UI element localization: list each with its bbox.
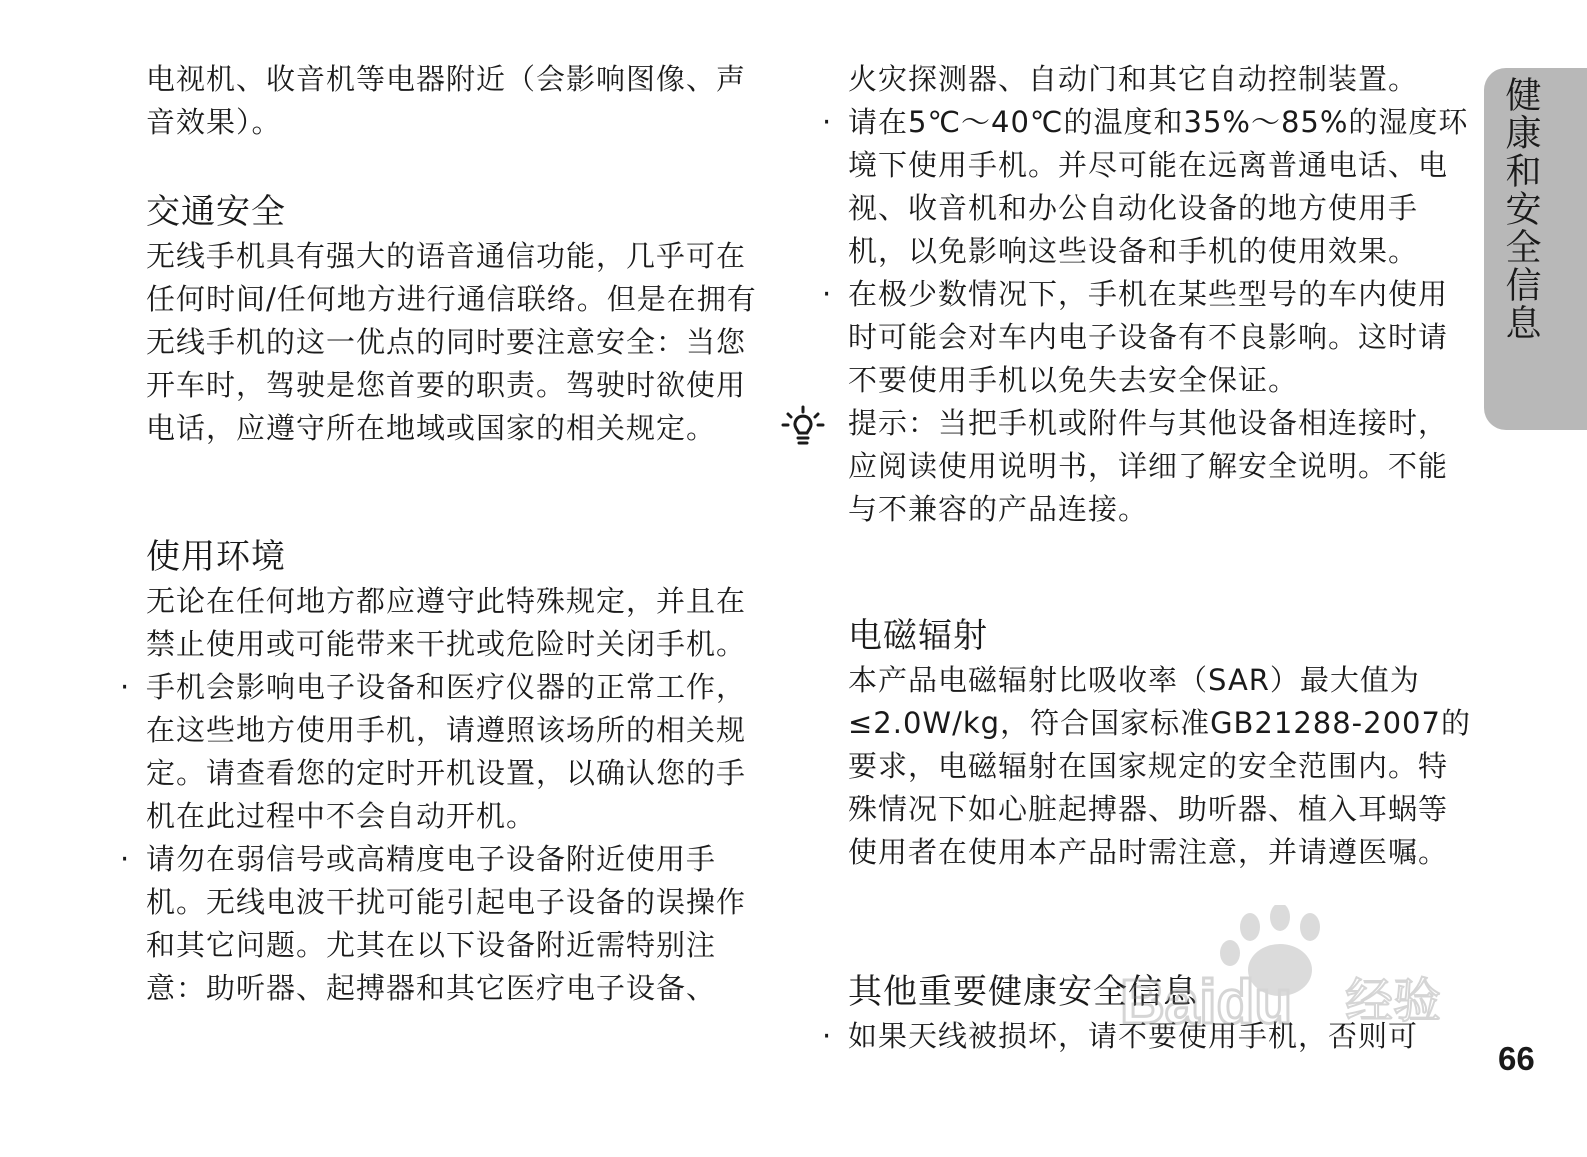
right-bullet-2: · 在极少数情况下，手机在某些型号的车内使用时可能会对车内电子设备有不良影响。这时请不要使用手机以免失去安全保证。	[848, 273, 1473, 402]
environment-bullet-1: · 手机会影响电子设备和医疗仪器的正常工作，在这些地方使用手机，请遵照该场所的相关规定。请查看您的定时开机设置，以确认您的手机在此过程中不会自动开机。	[146, 666, 766, 838]
left-intro-paragraph: 电视机、收音机等电器附近（会影响图像、声音效果）。	[146, 62, 747, 139]
right-bullet-1: · 请在5℃～40℃的温度和35%～85%的湿度环境下使用手机。并尽可能在远离普通电话、电视、收音机和办公自动化设备的地方使用手机，以免影响这些设备和手机的使用效果。	[848, 101, 1473, 273]
traffic-safety-heading: 交通安全	[146, 192, 286, 232]
watermark-brand: Baidu	[1120, 968, 1293, 1037]
page-number: 66	[1498, 1040, 1535, 1077]
tip-block	[848, 402, 1473, 531]
environment-bullet-2: · 请勿在弱信号或高精度电子设备附近使用手机。无线电波干扰可能引起电子设备的误操作和其它问题。尤其在以下设备附近需特别注意：助听器、起搏器和其它医疗电子设备、	[146, 838, 766, 1010]
side-tab-label: 健康和安全信息	[1500, 76, 1541, 342]
lightbulb-icon	[780, 404, 826, 450]
environment-paragraph: 无论在任何地方都应遵守此特殊规定，并且在禁止使用或可能带来干扰或危险时关闭手机。	[146, 584, 747, 661]
emr-paragraph: 本产品电磁辐射比吸收率（SAR）最大值为≤2.0W/kg，符合国家标准GB21288-2007的要求，电磁辐射在国家规定的安全范围内。特殊情况下如心脏起搏器、助听器、植入耳蜗等使用者在使用本产品时需注意，并请遵医嘱。	[848, 663, 1471, 869]
tip-paragraph: 提示：当把手机或附件与其他设备相连接时，应阅读使用说明书，详细了解安全说明。不能与不兼容的产品连接。	[848, 406, 1449, 526]
watermark-brand-cn: 经验	[1345, 973, 1442, 1029]
other-health-heading: 其他重要健康安全信息	[848, 972, 1198, 1012]
emr-heading: 电磁辐射	[848, 616, 988, 656]
left-column	[146, 58, 766, 1010]
environment-heading: 使用环境	[146, 537, 286, 577]
other-health-bullet: · 如果天线被损坏，请不要使用手机，否则可	[848, 1015, 1473, 1058]
right-continued-paragraph: 火灾探测器、自动门和其它自动控制装置。	[848, 62, 1419, 96]
traffic-safety-paragraph: 无线手机具有强大的语音通信功能，几乎可在任何时间/任何地方进行通信联络。但是在拥有无线手机的这一优点的同时要注意安全：当您开车时，驾驶是您首要的职责。驾驶时欲使用电话，应遵守所在地域或国家的相关规定。	[146, 239, 757, 445]
baidu-watermark	[1110, 905, 1490, 1075]
